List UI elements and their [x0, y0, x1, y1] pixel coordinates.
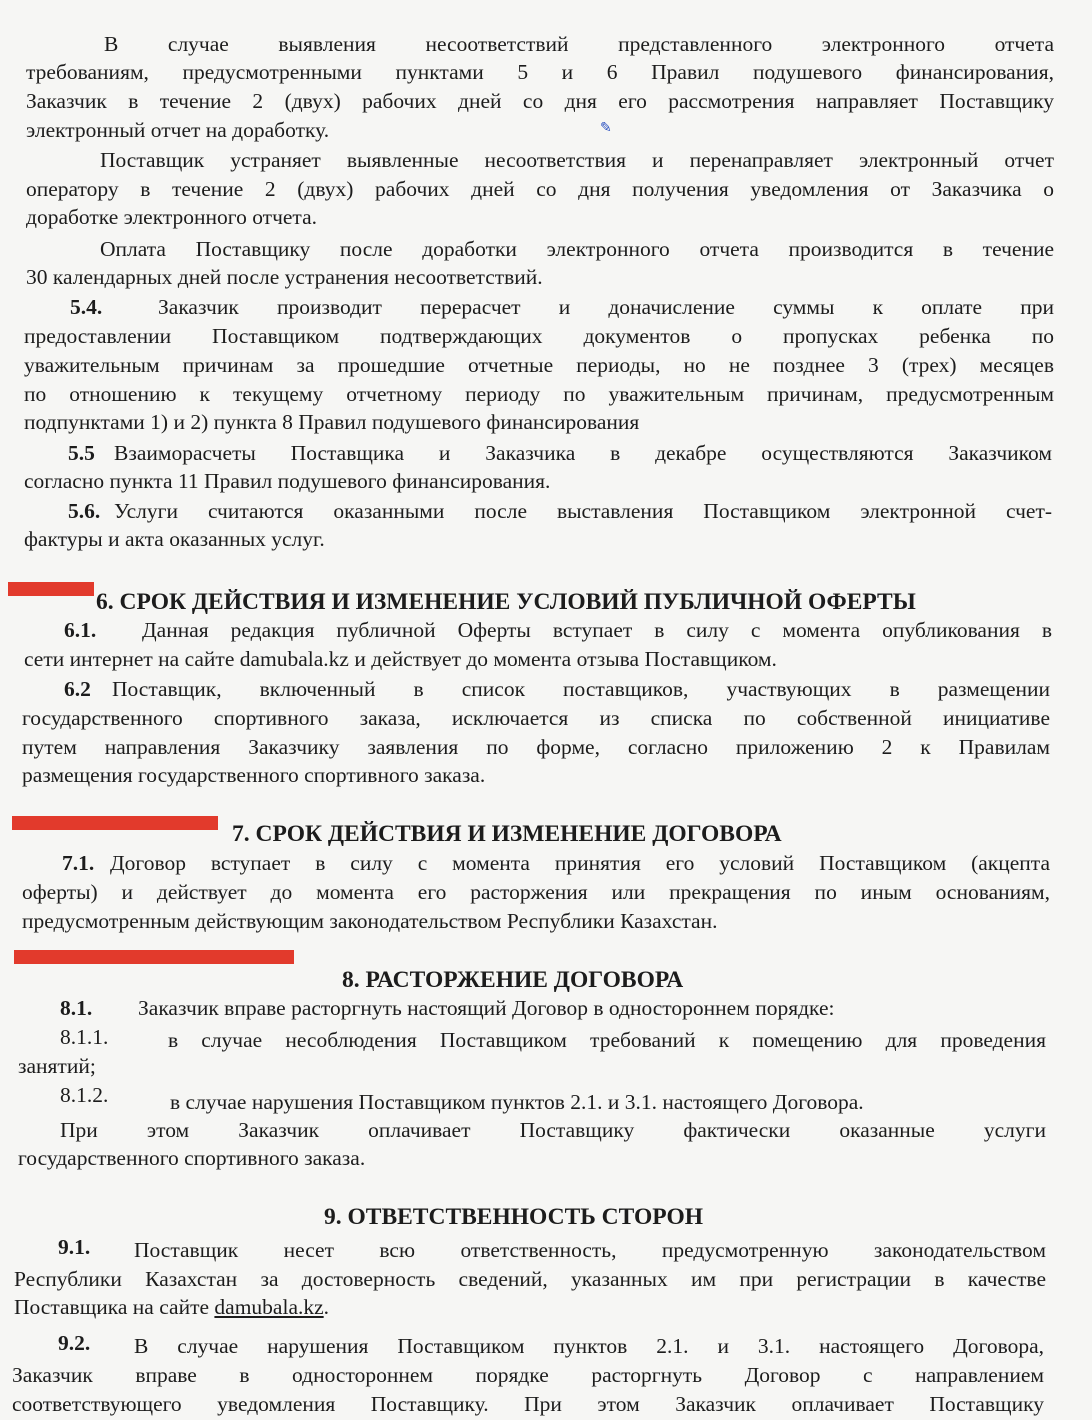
clause-number: 7.1. [62, 851, 95, 875]
clause-number: 6.1. [64, 618, 97, 642]
text-line: Заказчик вправе расторгнуть настоящий Договор в одностороннем порядке: [138, 996, 835, 1020]
text-line: Заказчик вправе в одностороннем порядке расторгнуть Договор с направлением [12, 1363, 1044, 1387]
text-line: государственного спортивного заказа, исключается из списка по собственной инициативе [22, 706, 1050, 730]
text-line: Заказчик производит перерасчет и доначисление суммы к оплате при [158, 295, 1054, 319]
redaction-mark [12, 816, 218, 830]
clause-number: 8.1.1. [60, 1025, 109, 1049]
clause-number: 5.5 [68, 441, 95, 465]
text-line: Договор вступает в силу с момента принятия его условий Поставщиком (акцепта [110, 851, 1050, 875]
text-line: по отношению к текущему отчетному периоду по уважительным причинам, предусмотренным [24, 382, 1054, 406]
clause-number: 9.1. [58, 1235, 91, 1259]
text-line: предусмотренным действующим законодательством Республики Казахстан. [22, 909, 718, 933]
text-line: в случае нарушения Поставщиком пунктов 2.1. и 3.1. настоящего Договора. [170, 1090, 864, 1114]
text-line: Поставщик, включенный в список поставщиков, участвующих в размещении [112, 677, 1050, 701]
stray-mark: ✎ [600, 121, 612, 136]
text-line: В случае нарушения Поставщиком пунктов 2.1. и 3.1. настоящего Договора, [134, 1334, 1044, 1358]
text-line: занятий; [18, 1054, 96, 1078]
text-line: Поставщик несет всю ответственность, предусмотренную законодательством [134, 1238, 1046, 1262]
text-line: Поставщик устраняет выявленные несоответствия и перенаправляет электронный отчет [100, 148, 1054, 172]
text-line: размещения государственного спортивного заказа. [22, 763, 486, 787]
text-line: государственного спортивного заказа. [18, 1146, 366, 1170]
clause-number: 9.2. [58, 1331, 91, 1355]
text-line: фактуры и акта оказанных услуг. [24, 527, 325, 551]
website-link[interactable]: damubala.kz [214, 1295, 324, 1319]
text-line: путем направления Заказчику заявления по форме, согласно приложению 2 к Правилам [22, 735, 1050, 759]
clause-number: 5.4. [70, 295, 103, 319]
text-line: в случае несоблюдения Поставщиком требований к помещению для проведения [168, 1028, 1046, 1052]
text-line: Заказчик в течение 2 (двух) рабочих дней со дня его рассмотрения направляет Поставщику [26, 89, 1054, 113]
text-line: доработке электронного отчета. [26, 205, 318, 229]
clause-number: 8.1. [60, 996, 93, 1020]
text-line: электронный отчет на доработку. [26, 118, 330, 142]
text-line: оферты) и действует до момента его расторжения или прекращения по иным основаниям, [22, 880, 1050, 904]
text-line: 30 календарных дней после устранения несоответствий. [26, 265, 543, 289]
text-line: соответствующего уведомления Поставщику. При этом Заказчик оплачивает Поставщику [12, 1392, 1044, 1416]
text-line: требованиям, предусмотренными пунктами 5 и 6 Правил подушевого финансирования, [26, 60, 1054, 84]
text-line: подпунктами 1) и 2) пункта 8 Правил подушевого финансирования [24, 410, 640, 434]
text-line: Услуги считаются оказанными после выставления Поставщиком электронной счет- [114, 499, 1052, 523]
text-line: Оплата Поставщику после доработки электронного отчета производится в течение [100, 237, 1054, 261]
clause-number: 6.2 [64, 677, 91, 701]
section-heading: 9. ОТВЕТСТВЕННОСТЬ СТОРОН [324, 1204, 704, 1230]
text-segment: . [323, 1295, 330, 1319]
text-segment: Поставщика на сайте [14, 1295, 215, 1319]
text-line: При этом Заказчик оплачивает Поставщику фактически оказанные услуги [60, 1118, 1046, 1142]
text-line: оператору в течение 2 (двух) рабочих дней со дня получения уведомления от Заказчика о [26, 177, 1054, 201]
section-heading: 7. СРОК ДЕЙСТВИЯ И ИЗМЕНЕНИЕ ДОГОВОРА [232, 821, 782, 847]
clause-number: 8.1.2. [60, 1083, 109, 1107]
text-line: Данная редакция публичной Оферты вступает в силу с момента опубликования в [142, 618, 1052, 642]
text-line: В случае выявления несоответствий представленного электронного отчета [104, 32, 1054, 56]
text-line: уважительным причинам за прошедшие отчетные периоды, но не позднее 3 (трех) месяцев [24, 353, 1054, 377]
section-heading: 6. СРОК ДЕЙСТВИЯ И ИЗМЕНЕНИЕ УСЛОВИЙ ПУБЛИЧНОЙ ОФЕРТЫ [96, 589, 916, 615]
text-line: предоставлении Поставщиком подтверждающих документов о пропусках ребенка по [24, 324, 1054, 348]
redaction-mark [8, 582, 94, 596]
text-line [14, 1293, 329, 1322]
text-line: Взаиморасчеты Поставщика и Заказчика в декабре осуществляются Заказчиком [114, 441, 1052, 465]
section-heading: 8. РАСТОРЖЕНИЕ ДОГОВОРА [342, 967, 684, 993]
clause-number: 5.6. [68, 499, 101, 523]
text-line: сети интернет на сайте damubala.kz и действует до момента отзыва Поставщиком. [24, 647, 777, 671]
text-line: согласно пункта 11 Правил подушевого финансирования. [24, 469, 551, 493]
redaction-mark [14, 950, 294, 964]
text-line: Республики Казахстан за достоверность сведений, указанных им при регистрации в качестве [14, 1267, 1046, 1291]
